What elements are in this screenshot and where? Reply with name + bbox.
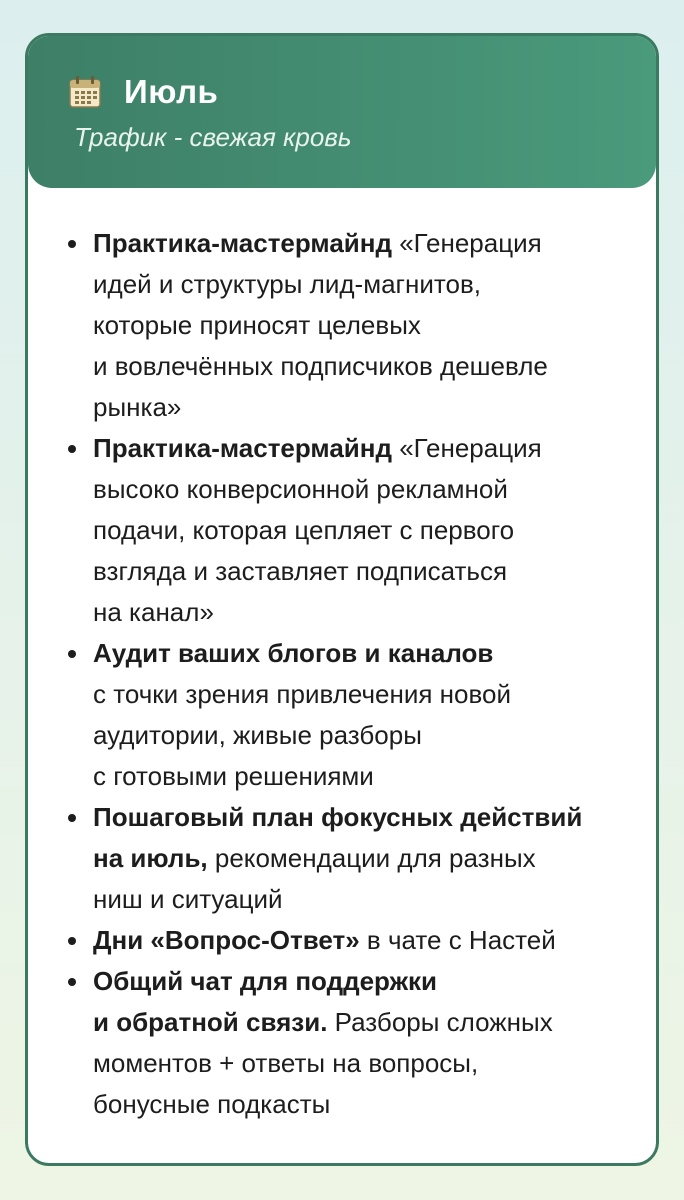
- list-item: [68, 428, 636, 633]
- list-item-bold-text: Практика-мастермайнд: [93, 228, 392, 258]
- list-item-text: и вовлечённых подписчиков дешевле: [93, 351, 548, 381]
- list-item-text: моментов + ответы на вопросы,: [93, 1048, 479, 1078]
- list-item-bold-text: на июль,: [93, 843, 208, 873]
- calendar-icon: [68, 75, 102, 109]
- list-item-line: [93, 387, 636, 428]
- list-item-text: которые приносят целевых: [93, 310, 421, 340]
- month-card: [25, 33, 659, 1166]
- list-item-bold-text: и обратной связи.: [93, 1007, 328, 1037]
- list-item-line: [93, 223, 636, 264]
- list-item-text: «Генерация: [391, 433, 542, 463]
- list-item-text: с точки зрения привлечения новой: [93, 679, 511, 709]
- list-item-bold-text: Практика-мастермайнд: [93, 433, 392, 463]
- list-item-line: [93, 797, 636, 838]
- title-row: [68, 72, 656, 112]
- list-item-line: [93, 715, 636, 756]
- list-item: [68, 633, 636, 797]
- list-item-line: [93, 1043, 636, 1084]
- list-item-text: рынка»: [93, 392, 182, 422]
- list-item-text: высоко конверсионной рекламной: [93, 474, 508, 504]
- feature-list: [28, 188, 656, 1125]
- list-item-line: [93, 838, 636, 879]
- list-item: [68, 223, 636, 428]
- list-item-line: [93, 428, 636, 469]
- list-item-line: [93, 346, 636, 387]
- list-item: [68, 961, 636, 1125]
- list-item-bold-text: Пошаговый план фокусных действий: [93, 802, 583, 832]
- list-item-text: взгляда и заставляет подписаться: [93, 556, 508, 586]
- list-item-text: с готовыми решениями: [93, 761, 374, 791]
- list-item-bold-text: Аудит ваших блогов и каналов: [93, 638, 494, 668]
- list-item-text: рекомендации для разных: [207, 843, 536, 873]
- list-item: [68, 920, 636, 961]
- list-item-line: [93, 469, 636, 510]
- list-item-bold-text: Общий чат для поддержки: [93, 966, 438, 996]
- list-item-line: [93, 879, 636, 920]
- list-item-line: [93, 305, 636, 346]
- list-item-text: «Генерация: [391, 228, 542, 258]
- list-item-line: [93, 510, 636, 551]
- list-item-bold-text: Дни «Вопрос-Ответ»: [93, 925, 360, 955]
- list-item-text: ниш и ситуаций: [93, 884, 283, 914]
- list-item-line: [93, 1002, 636, 1043]
- list-item: [68, 797, 636, 920]
- list-item-text: в чате с Настей: [359, 925, 556, 955]
- list-item-text: аудитории, живые разборы: [93, 720, 422, 750]
- card-title: Июль: [124, 73, 219, 110]
- list-item-text: бонусные подкасты: [93, 1089, 331, 1119]
- list-item-line: [93, 756, 636, 797]
- list-item-text: подачи, которая цепляет с первого: [93, 515, 515, 545]
- list-item-line: [93, 920, 636, 961]
- list-item-text: на канал»: [93, 597, 214, 627]
- card-subtitle: Трафик - свежая кровь: [74, 122, 352, 152]
- list-item-text: Разборы сложных: [327, 1007, 553, 1037]
- list-item-line: [93, 551, 636, 592]
- list-item-line: [93, 592, 636, 633]
- card-header: [28, 36, 656, 188]
- list-item-line: [93, 961, 636, 1002]
- list-item-line: [93, 1084, 636, 1125]
- list-item-line: [93, 264, 636, 305]
- list-item-line: [93, 633, 636, 674]
- list-item-line: [93, 674, 636, 715]
- list-item-text: идей и структуры лид-магнитов,: [93, 269, 482, 299]
